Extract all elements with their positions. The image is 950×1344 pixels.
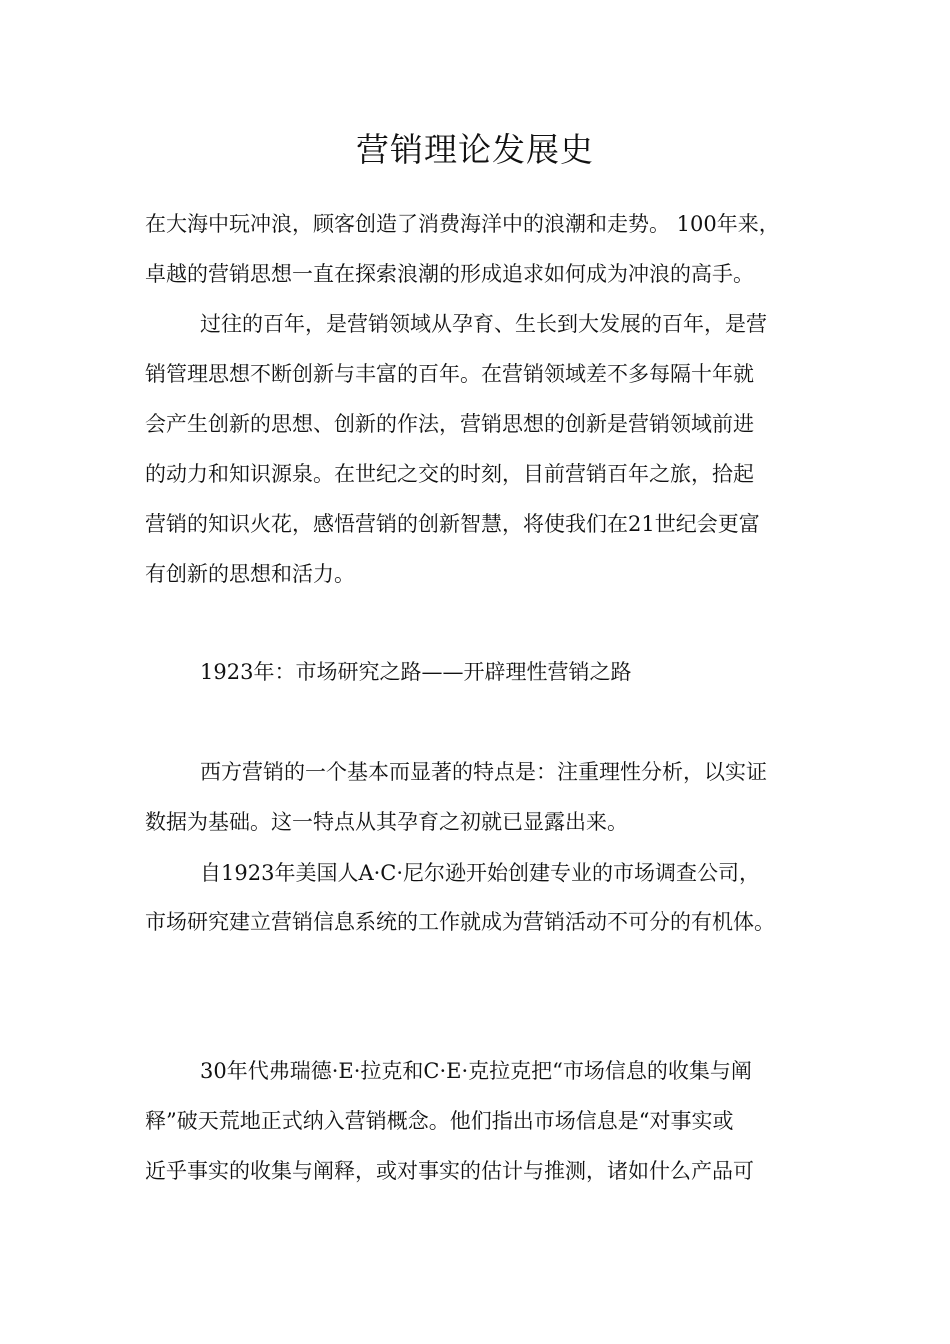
body-line-14: 释”破天荒地正式纳入营销概念。他们指出市场信息是“对事实或	[145, 1109, 734, 1133]
body-line-7: 营销的知识火花，感悟营销的创新智慧，将使我们在21世纪会更富	[145, 512, 760, 536]
body-line-11: 自1923年美国人A·C·尼尔逊开始创建专业的市场调查公司，	[200, 861, 761, 885]
body-line-1: 在大海中玩冲浪，顾客创造了消费海洋中的浪潮和走势。 100年来，	[145, 212, 780, 236]
body-line-8: 有创新的思想和活力。	[145, 562, 355, 586]
body-line-12: 市场研究建立营销信息系统的工作就成为营销活动不可分的有机体。	[145, 910, 775, 934]
body-line-3: 过往的百年，是营销领域从孕育、生长到大发展的百年，是营	[200, 312, 767, 336]
document-title: 营销理论发展史	[356, 130, 594, 169]
body-line-4: 销管理思想不断创新与丰富的百年。在营销领域差不多每隔十年就	[145, 362, 754, 386]
body-line-9: 西方营销的一个基本而显著的特点是：注重理性分析，以实证	[200, 760, 767, 784]
body-line-5: 会产生创新的思想、创新的作法，营销思想的创新是营销领域前进	[145, 412, 754, 436]
body-line-13: 30年代弗瑞德·E·拉克和C·E·克拉克把“市场信息的收集与阐	[200, 1059, 752, 1083]
body-line-15: 近乎事实的收集与阐释，或对事实的估计与推测，诸如什么产品可	[145, 1159, 754, 1183]
section-heading-1923: 1923年：市场研究之路——开辟理性营销之路	[200, 660, 632, 684]
body-line-6: 的动力和知识源泉。在世纪之交的时刻，目前营销百年之旅，拾起	[145, 462, 754, 486]
body-line-2: 卓越的营销思想一直在探索浪潮的形成追求如何成为冲浪的高手。	[145, 262, 754, 286]
body-line-10: 数据为基础。这一特点从其孕育之初就已显露出来。	[145, 810, 628, 834]
